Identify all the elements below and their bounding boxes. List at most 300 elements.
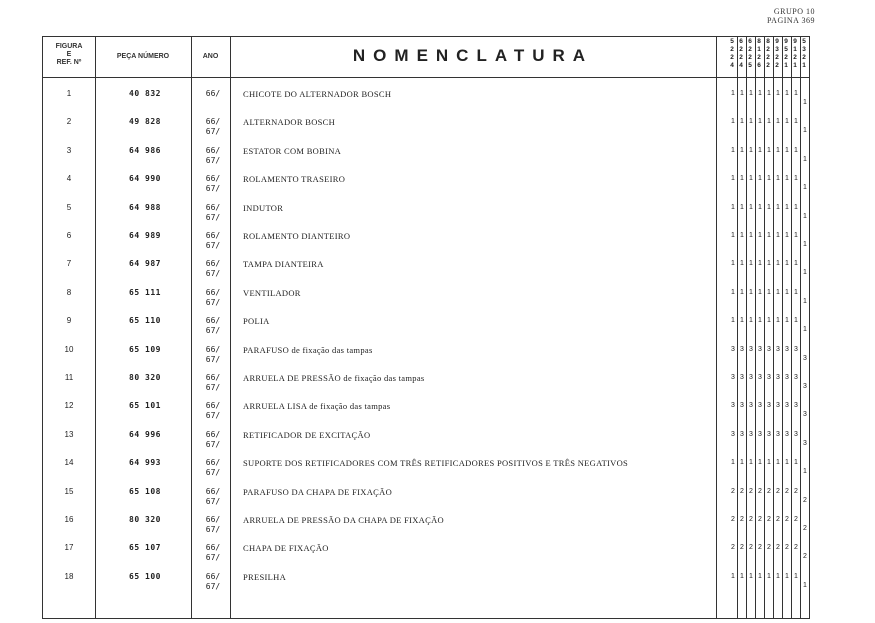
quantity-value: 1: [749, 118, 753, 126]
qty-column-divider: [755, 37, 756, 618]
part-description: TAMPA DIANTEIRA: [243, 259, 324, 270]
quantity-value: 1: [785, 146, 789, 154]
quantity-value: 1: [794, 459, 798, 467]
quantity-value: 3: [740, 430, 744, 438]
quantity-value: 3: [767, 374, 771, 381]
quantity-value: 1: [767, 90, 771, 97]
quantity-value: 1: [731, 572, 735, 580]
table-row: [43, 259, 811, 287]
part-description: ROLAMENTO TRASEIRO: [243, 174, 346, 185]
ref-number: 14: [64, 458, 74, 468]
part-description: ARRUELA LISA de fixação das tampas: [243, 401, 391, 412]
model-code-digit: 2: [793, 54, 797, 61]
quantity-value: 3: [776, 345, 780, 353]
quantity-value: 1: [740, 260, 744, 268]
year-line: 67/: [205, 525, 221, 534]
quantity-value: 1: [803, 581, 807, 589]
quantity-value: 3: [794, 402, 798, 410]
model-code-column: [764, 38, 772, 70]
quantity-value: 1: [731, 90, 735, 97]
model-code-column: [737, 38, 745, 70]
ref-number: 6: [66, 231, 72, 240]
nomenclatura-title: NOMENCLATURA: [352, 46, 594, 65]
model-code-column: [746, 38, 754, 70]
quantity-value: 1: [758, 260, 762, 268]
year-line: 67/: [205, 241, 221, 250]
table-row: [43, 401, 811, 429]
model-code-digit: 9: [775, 38, 779, 45]
year-line: 66/: [205, 117, 221, 127]
model-code-digit: 2: [766, 62, 770, 69]
model-code-column: [800, 38, 808, 70]
part-number: 65 110: [129, 316, 161, 326]
quantity-value: 1: [785, 203, 789, 211]
quantity-value: 2: [794, 544, 798, 552]
quantity-value: 1: [776, 232, 780, 239]
ref-number: 16: [64, 515, 74, 524]
model-code-digit: 2: [784, 54, 788, 61]
qty-column-divider: [809, 37, 810, 618]
pagina-label: PAGINA 369: [766, 16, 815, 25]
quantity-value: 1: [794, 90, 798, 97]
quantity-value: 3: [767, 402, 771, 410]
ref-number: 5: [66, 202, 72, 212]
quantity-value: 3: [803, 354, 807, 362]
ref-number: 9: [66, 316, 72, 326]
table-row: [43, 316, 811, 344]
quantity-value: 1: [758, 203, 762, 211]
model-code-digit: 9: [793, 38, 797, 45]
quantity-value: 1: [740, 175, 744, 183]
year-line: 66/: [205, 344, 221, 354]
quantity-value: 3: [794, 345, 798, 353]
year-line: 67/: [205, 184, 221, 194]
quantity-value: 2: [758, 516, 762, 523]
year-line: 67/: [205, 581, 221, 591]
year-cell: [193, 543, 233, 563]
quantity-value: 3: [758, 402, 762, 410]
ref-number: 15: [64, 486, 74, 496]
part-description: PARAFUSO de fixação das tampas: [243, 344, 373, 355]
ref-number: 8: [66, 287, 72, 297]
table-row: [43, 543, 811, 571]
qty-column-divider: [791, 37, 792, 618]
quantity-value: 1: [767, 118, 771, 126]
year-line: 67/: [205, 326, 221, 336]
ref-header-line: E: [66, 51, 72, 58]
table-row: [43, 203, 811, 231]
quantity-value: 2: [758, 487, 762, 495]
quantity-value: 3: [767, 345, 771, 353]
quantity-value: 1: [803, 326, 807, 334]
part-number: 64 986: [129, 145, 161, 155]
year-line: 67/: [205, 383, 221, 392]
quantity-value: 3: [749, 402, 753, 410]
model-code-column: [773, 38, 781, 70]
part-number: 64 988: [129, 202, 161, 212]
quantity-value: 1: [776, 175, 780, 183]
qty-column-divider: [782, 37, 783, 618]
quantity-value: 1: [767, 146, 771, 154]
model-code-digit: 1: [793, 46, 797, 53]
table-row: [43, 288, 811, 316]
quantity-value: 2: [740, 487, 744, 495]
qty-column-divider: [764, 37, 765, 618]
year-cell: [193, 458, 233, 478]
model-code-digit: 2: [775, 62, 779, 69]
quantity-value: 2: [776, 544, 780, 552]
part-description: ALTERNADOR BOSCH: [243, 117, 336, 128]
year-line: 66/: [205, 316, 221, 326]
year-line: 67/: [205, 354, 221, 364]
part-description: ESTATOR COM BOBINA: [243, 145, 342, 156]
quantity-value: 1: [767, 572, 771, 580]
year-line: 67/: [205, 439, 221, 449]
table-row: [43, 430, 811, 458]
quantity-value: 1: [767, 203, 771, 211]
quantity-value: 3: [776, 402, 780, 410]
model-code-digit: 3: [802, 46, 806, 53]
year-line: 66/: [205, 231, 221, 240]
header-divider: [43, 77, 809, 78]
quantity-value: 2: [794, 487, 798, 495]
ref-number: 17: [64, 543, 74, 553]
quantity-value: 1: [749, 572, 753, 580]
model-code-digit: 2: [739, 46, 743, 53]
part-number: 65 107: [129, 543, 161, 553]
quantity-value: 3: [785, 374, 789, 381]
quantity-value: 1: [767, 175, 771, 183]
quantity-value: 1: [731, 175, 735, 183]
grupo-label: GRUPO 10: [773, 7, 815, 16]
quantity-value: 1: [785, 118, 789, 126]
quantity-value: 3: [794, 374, 798, 381]
quantity-value: 3: [731, 345, 735, 353]
table-row: [43, 345, 811, 373]
quantity-value: 1: [749, 317, 753, 325]
model-code-digit: 5: [784, 46, 788, 53]
qty-column-divider: [737, 37, 738, 618]
year-cell: [193, 487, 233, 507]
part-description: ARRUELA DE PRESSÃO DA CHAPA DE FIXAÇÃO: [243, 515, 444, 525]
quantity-value: 3: [785, 430, 789, 438]
quantity-value: 3: [803, 383, 807, 390]
quantity-value: 1: [767, 260, 771, 268]
year-line: 66/: [205, 174, 221, 184]
qty-column-divider: [773, 37, 774, 618]
table-row: [43, 572, 811, 600]
quantity-value: 3: [767, 430, 771, 438]
quantity-value: 1: [758, 572, 762, 580]
year-line: 66/: [205, 202, 221, 212]
year-cell: [193, 288, 233, 308]
quantity-value: 1: [731, 203, 735, 211]
part-number: 65 109: [129, 344, 161, 354]
part-number: 49 828: [129, 117, 161, 127]
quantity-value: 1: [740, 118, 744, 126]
ref-number: 12: [64, 401, 74, 411]
quantity-value: 1: [803, 241, 807, 248]
model-code-digit: 4: [739, 62, 743, 69]
qty-column-divider: [746, 37, 747, 618]
quantity-value: 3: [749, 374, 753, 381]
quantity-value: 2: [803, 496, 807, 504]
year-line: 66/: [205, 287, 221, 297]
year-line: 66/: [205, 89, 221, 98]
quantity-value: 1: [740, 232, 744, 239]
quantity-value: 1: [767, 232, 771, 239]
part-number: 80 320: [129, 515, 161, 524]
year-cell: [193, 89, 233, 99]
quantity-value: 2: [731, 516, 735, 523]
quantity-value: 1: [758, 175, 762, 183]
part-description: CHAPA DE FIXAÇÃO: [243, 543, 329, 554]
ref-header-line: REF. Nº: [56, 59, 82, 66]
year-line: 67/: [205, 553, 221, 563]
quantity-value: 3: [731, 430, 735, 438]
quantity-value: 1: [803, 127, 807, 135]
quantity-value: 1: [758, 232, 762, 239]
ref-header-line: FIGURA: [55, 43, 83, 50]
quantity-value: 1: [785, 317, 789, 325]
year-line: 66/: [205, 401, 221, 411]
ref-number: 11: [64, 373, 74, 382]
quantity-value: 1: [803, 155, 807, 163]
quantity-value: 1: [785, 459, 789, 467]
quantity-value: 1: [794, 118, 798, 126]
model-code-digit: 2: [802, 54, 806, 61]
quantity-value: 1: [731, 317, 735, 325]
quantity-value: 1: [758, 459, 762, 467]
quantity-value: 2: [794, 516, 798, 523]
model-code-column: [791, 38, 799, 70]
quantity-value: 2: [785, 487, 789, 495]
quantity-value: 1: [767, 317, 771, 325]
model-code-digit: 6: [739, 38, 743, 45]
year-line: 67/: [205, 468, 221, 478]
quantity-value: 1: [785, 175, 789, 183]
quantity-value: 1: [740, 317, 744, 325]
quantity-value: 1: [776, 572, 780, 580]
table-row: [43, 174, 811, 202]
quantity-value: 1: [749, 203, 753, 211]
part-number: 64 993: [129, 458, 161, 468]
quantity-value: 1: [740, 203, 744, 211]
quantity-value: 1: [758, 90, 762, 97]
quantity-value: 1: [794, 175, 798, 183]
model-code-digit: 2: [748, 46, 752, 53]
quantity-value: 1: [794, 203, 798, 211]
table-row: [43, 373, 811, 401]
year-cell: [193, 373, 233, 393]
part-description: ROLAMENTO DIANTEIRO: [243, 231, 351, 241]
quantity-value: 1: [776, 118, 780, 126]
year-line: 66/: [205, 571, 221, 581]
quantity-value: 3: [785, 402, 789, 410]
model-code-digit: 5: [730, 38, 734, 45]
quantity-value: 1: [758, 118, 762, 126]
model-code-digit: 6: [748, 38, 752, 45]
part-number: 40 832: [129, 89, 161, 98]
quantity-value: 1: [731, 459, 735, 467]
ref-number: 1: [66, 89, 72, 98]
model-code-digit: 2: [766, 46, 770, 53]
quantity-value: 3: [749, 430, 753, 438]
year-line: 66/: [205, 515, 221, 524]
ref-number: 7: [66, 259, 72, 269]
part-number: 80 320: [129, 373, 161, 382]
quantity-value: 1: [731, 260, 735, 268]
year-cell: [193, 203, 233, 223]
quantity-value: 1: [785, 90, 789, 97]
quantity-value: 1: [803, 184, 807, 192]
model-code-digit: 2: [757, 54, 761, 61]
year-cell: [193, 174, 233, 194]
ref-header: [43, 43, 95, 67]
quantity-value: 1: [731, 232, 735, 239]
model-code-digit: 1: [757, 46, 761, 53]
quantity-value: 1: [740, 459, 744, 467]
quantity-value: 3: [803, 439, 807, 447]
quantity-value: 1: [785, 260, 789, 268]
quantity-value: 2: [731, 544, 735, 552]
quantity-value: 1: [794, 317, 798, 325]
model-code-column: [728, 38, 736, 70]
quantity-value: 1: [731, 146, 735, 154]
quantity-value: 3: [749, 345, 753, 353]
quantity-value: 1: [776, 203, 780, 211]
model-code-digit: 2: [730, 54, 734, 61]
quantity-value: 1: [803, 269, 807, 277]
quantity-value: 3: [758, 345, 762, 353]
year-line: 67/: [205, 496, 221, 506]
quantity-value: 3: [803, 411, 807, 419]
model-code-digit: 2: [730, 46, 734, 53]
quantity-value: 3: [776, 430, 780, 438]
model-codes-header: [728, 37, 811, 77]
part-description: RETIFICADOR DE EXCITAÇÃO: [243, 429, 371, 440]
quantity-value: 1: [749, 175, 753, 183]
qty-column-divider: [800, 37, 801, 618]
quantity-value: 2: [803, 525, 807, 532]
year-cell: [193, 316, 233, 336]
model-code-column: [755, 38, 763, 70]
quantity-value: 1: [749, 260, 753, 268]
year-line: 66/: [205, 458, 221, 468]
part-number: 65 111: [129, 287, 161, 297]
model-code-digit: 3: [775, 46, 779, 53]
part-number: 64 990: [129, 174, 161, 184]
year-cell: [193, 430, 233, 450]
quantity-value: 3: [785, 345, 789, 353]
part-number: 65 108: [129, 486, 161, 496]
quantity-value: 1: [749, 146, 753, 154]
year-cell: [193, 117, 233, 137]
table-row: [43, 146, 811, 174]
quantity-value: 2: [776, 487, 780, 495]
year-cell: [193, 231, 233, 251]
quantity-value: 1: [776, 260, 780, 268]
quantity-value: 2: [803, 553, 807, 561]
part-number: 64 996: [129, 429, 161, 439]
page-header: [767, 7, 815, 25]
model-code-digit: 5: [802, 38, 806, 45]
quantity-value: 1: [749, 288, 753, 296]
quantity-value: 1: [803, 212, 807, 220]
quantity-value: 1: [758, 146, 762, 154]
quantity-value: 2: [785, 516, 789, 523]
year-line: 66/: [205, 543, 221, 553]
quantity-value: 2: [749, 516, 753, 523]
year-cell: [193, 572, 233, 592]
quantity-value: 3: [731, 374, 735, 381]
quantity-value: 1: [740, 572, 744, 580]
model-code-digit: 6: [757, 62, 761, 69]
table-row: [43, 458, 811, 486]
year-line: 67/: [205, 127, 221, 137]
quantity-value: 1: [767, 459, 771, 467]
quantity-value: 3: [740, 345, 744, 353]
model-code-digit: 9: [784, 38, 788, 45]
quantity-value: 2: [785, 544, 789, 552]
quantity-value: 1: [731, 118, 735, 126]
part-description: POLIA: [243, 316, 270, 327]
quantity-value: 3: [776, 374, 780, 381]
part-number: 65 101: [129, 401, 161, 411]
model-code-digit: 2: [775, 54, 779, 61]
part-description: ARRUELA DE PRESSÃO de fixação das tampas: [243, 373, 425, 383]
ref-number: 4: [66, 174, 72, 184]
peca-header: PEÇA NÚMERO: [116, 53, 170, 60]
quantity-value: 3: [740, 402, 744, 410]
model-code-digit: 8: [766, 38, 770, 45]
model-code-digit: 1: [793, 62, 797, 69]
model-code-digit: 1: [784, 62, 788, 69]
quantity-value: 1: [794, 146, 798, 154]
year-line: 66/: [205, 486, 221, 496]
quantity-value: 1: [785, 572, 789, 580]
part-number: 65 100: [129, 571, 161, 581]
quantity-value: 3: [758, 374, 762, 381]
year-line: 67/: [205, 155, 221, 165]
ref-number: 3: [66, 145, 72, 155]
quantity-value: 2: [749, 544, 753, 552]
model-code-digit: 2: [739, 54, 743, 61]
quantity-value: 1: [794, 288, 798, 296]
quantity-value: 2: [740, 516, 744, 523]
year-line: 66/: [205, 373, 221, 382]
quantity-value: 1: [803, 297, 807, 305]
quantity-value: 1: [740, 288, 744, 296]
quantity-value: 1: [785, 288, 789, 296]
quantity-value: 1: [749, 90, 753, 97]
quantity-value: 1: [731, 288, 735, 296]
quantity-value: 1: [803, 99, 807, 106]
model-code-digit: 4: [730, 62, 734, 69]
year-cell: [193, 345, 233, 365]
model-code-digit: 2: [748, 54, 752, 61]
year-cell: [193, 146, 233, 166]
ref-number: 10: [64, 344, 74, 354]
quantity-value: 1: [794, 232, 798, 239]
part-number: 64 987: [129, 259, 161, 269]
table-row: [43, 487, 811, 515]
parts-table: [42, 36, 810, 619]
year-cell: [193, 259, 233, 279]
quantity-value: 1: [794, 572, 798, 580]
year-line: 67/: [205, 212, 221, 222]
year-cell: [193, 401, 233, 421]
